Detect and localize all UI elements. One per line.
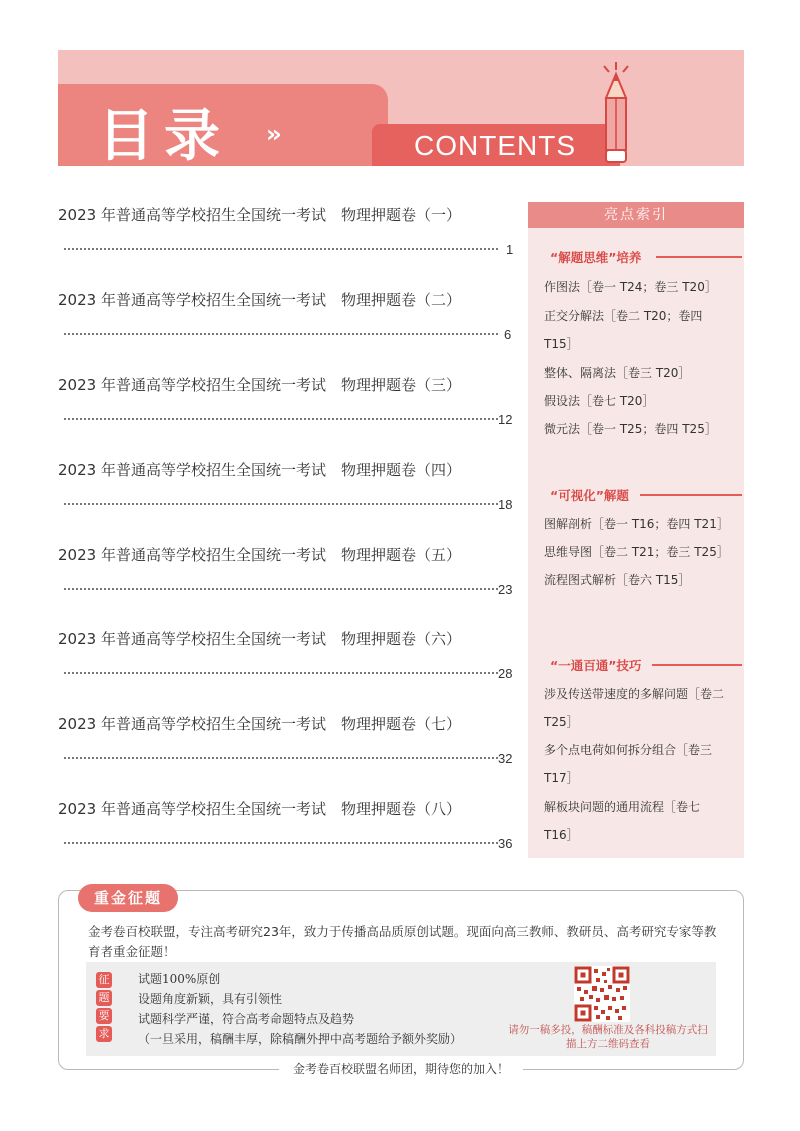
requirement-char: 要: [96, 1008, 112, 1024]
toc-leader: [64, 503, 498, 505]
toc-leader: [64, 418, 498, 420]
requirement-char: 求: [96, 1026, 112, 1042]
toc-title: 2023 年普通高等学校招生全国统一考试 物理押题卷（五）: [58, 546, 461, 564]
highlight-line: 微元法［卷一 T25；卷四 T25］: [544, 422, 717, 436]
call-for-papers-intro: 金考卷百校联盟，专注高考研究23年，致力于传播高品质原创试题。现面向高三教师、教研员、高考研究专家等教育者重金征题！: [88, 924, 717, 959]
toc-leader: [64, 842, 498, 844]
requirement-line: 设题角度新颖，具有引领性: [138, 992, 283, 1006]
highlight-line: T17］: [544, 771, 579, 785]
requirement-line: （一旦采用，稿酬丰厚，除稿酬外押中高考题给予额外奖励）: [138, 1032, 463, 1046]
toc-title: 2023 年普通高等学校招生全国统一考试 物理押题卷（八）: [58, 800, 461, 818]
requirement-char: 题: [96, 990, 112, 1006]
section-title: “可视化”解题: [550, 488, 629, 503]
toc-page: 23: [498, 582, 513, 597]
highlight-line: 整体、隔离法［卷三 T20］: [544, 366, 691, 380]
toc-page: 12: [498, 412, 513, 427]
highlight-line: T16］: [544, 828, 579, 842]
toc-page: 36: [498, 836, 513, 851]
footer-slogan: [58, 1060, 744, 1077]
title-arrows: ››: [266, 120, 278, 148]
toc-page: 32: [498, 751, 513, 766]
requirement-line: 试题100%原创: [138, 972, 221, 986]
toc-page: 28: [498, 666, 513, 681]
highlight-line: 作图法［卷一 T24；卷三 T20］: [544, 280, 717, 294]
highlight-line: 假设法［卷七 T20］: [544, 394, 655, 408]
toc-item[interactable]: [58, 713, 518, 773]
toc-leader: [64, 333, 498, 335]
toc-page: 6: [504, 327, 512, 342]
requirement-line: 试题科学严谨，符合高考命题特点及趋势: [138, 1012, 355, 1026]
requirement-char: 征: [96, 972, 112, 988]
pencil-icon: [596, 60, 636, 166]
qr-note: 请勿一稿多投，稿酬标准及各科投稿方式扫描上方二维码查看: [508, 1024, 708, 1050]
toc-title: 2023 年普通高等学校招生全国统一考试 物理押题卷（二）: [58, 291, 461, 309]
page-title: 目录: [98, 104, 230, 169]
toc-item[interactable]: [58, 798, 518, 858]
highlight-line: 多个点电荷如何拆分组合［卷三: [544, 743, 713, 757]
toc-item[interactable]: [58, 374, 518, 434]
highlight-line: 涉及传送带速度的多解问题［卷二: [544, 687, 725, 701]
section-rule: [656, 256, 742, 258]
contents-label: CONTENTS: [414, 130, 576, 161]
toc-page: 1: [506, 242, 514, 257]
highlight-line: 图解剖析［卷一 T16；卷四 T21］: [544, 517, 729, 531]
qr-code-icon[interactable]: [574, 966, 630, 1022]
toc-item[interactable]: [58, 628, 518, 688]
highlight-line: 解板块问题的通用流程［卷七: [544, 800, 701, 814]
highlight-line: 正交分解法［卷二 T20；卷四: [544, 309, 703, 323]
footer-slogan-text: 金考卷百校联盟名师团，期待您的加入！: [279, 1062, 523, 1076]
section-rule: [652, 664, 742, 666]
toc-leader: [64, 757, 498, 759]
highlights-sidebar: [528, 202, 744, 858]
toc-title: 2023 年普通高等学校招生全国统一考试 物理押题卷（三）: [58, 376, 461, 394]
highlight-line: T15］: [544, 337, 579, 351]
toc-leader: [64, 588, 498, 590]
call-for-papers-tab: 重金征题: [78, 884, 178, 912]
sidebar-heading: 亮点索引: [528, 202, 744, 228]
highlight-line: 流程图式解析［卷六 T15］: [544, 573, 691, 587]
toc-item[interactable]: [58, 544, 518, 604]
toc-leader: [64, 248, 498, 250]
toc-item[interactable]: [58, 289, 518, 349]
toc-item[interactable]: [58, 204, 518, 264]
toc-title: 2023 年普通高等学校招生全国统一考试 物理押题卷（六）: [58, 630, 461, 648]
section-rule: [640, 494, 742, 496]
highlight-line: T25］: [544, 715, 579, 729]
toc-title: 2023 年普通高等学校招生全国统一考试 物理押题卷（四）: [58, 461, 461, 479]
highlight-line: 思维导图［卷二 T21；卷三 T25］: [544, 545, 729, 559]
toc-page: 18: [498, 497, 513, 512]
toc-item[interactable]: [58, 459, 518, 519]
toc-title: 2023 年普通高等学校招生全国统一考试 物理押题卷（一）: [58, 206, 461, 224]
toc-leader: [64, 672, 498, 674]
section-title: “解题思维”培养: [550, 250, 642, 265]
section-title: “一通百通”技巧: [550, 658, 642, 673]
toc-title: 2023 年普通高等学校招生全国统一考试 物理押题卷（七）: [58, 715, 461, 733]
